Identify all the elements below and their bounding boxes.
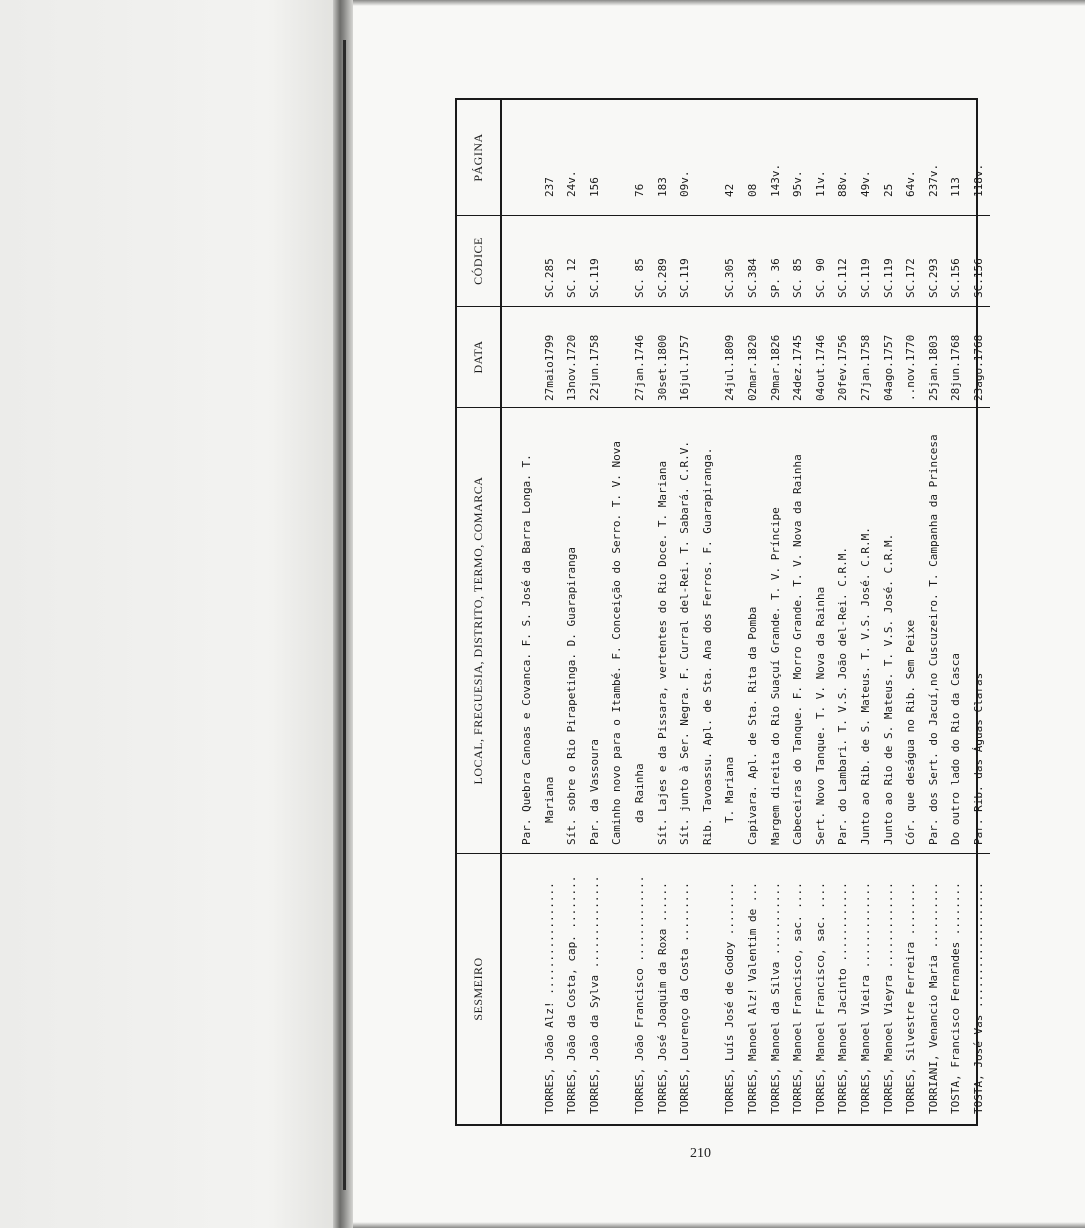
cell-sesmeiro: TORRES, Manoel Alz! Valentim de ... — [745, 882, 759, 1114]
cell-pagina: 118v. — [971, 163, 985, 197]
blank-line — [516, 100, 539, 215]
blank-line — [697, 854, 720, 1124]
cell-pagina: 49v. — [858, 170, 872, 197]
blank-line — [606, 307, 629, 407]
column-local — [501, 408, 990, 854]
cell-codice: SC.384 — [745, 258, 759, 298]
cell-local: Rib. Tavoassu. Apl. de Sta. Ana dos Ferros. F. Guarapiranga. — [700, 447, 714, 845]
cell-codice: SC. 85 — [791, 258, 805, 298]
spine-shadow-line — [343, 40, 346, 1190]
cell-local: Sert. Novo Tanque. T. V. Nova da Rainha — [813, 586, 827, 845]
cell-local: Sít. Lajes e da Pissara, vertentes do Rio Doce. T. Mariana — [655, 460, 669, 845]
cell-sesmeiro: TORRES, Manoel Vieira ............. — [858, 882, 872, 1114]
cell-pagina: 11v. — [813, 170, 827, 197]
cell-pagina: 88v. — [836, 170, 850, 197]
cell-data: 24dez.1745 — [791, 334, 805, 401]
cell-codice: SC.156 — [949, 258, 963, 298]
blank-line — [606, 100, 629, 215]
cell-data: 02mar.1820 — [745, 334, 759, 401]
cell-sesmeiro: TORRES, Lourenço da Costa ......... — [678, 882, 692, 1114]
cell-data: 24jul.1809 — [723, 334, 737, 401]
cell-pagina: 143v. — [768, 163, 782, 197]
cell-codice: SC.289 — [655, 258, 669, 298]
cell-local: Par. dos Sert. do Jacuí,no Cuscuzeiro. T. Campanha da Princesa — [926, 434, 940, 845]
cell-codice: SC.119 — [587, 258, 601, 298]
cell-data: 20fev.1756 — [836, 334, 850, 401]
blank-line — [516, 216, 539, 306]
cell-sesmeiro: TOSTA, José Vas ................... — [971, 882, 985, 1114]
cell-codice: SC.112 — [836, 258, 850, 298]
cell-local: Mariana — [542, 776, 556, 823]
cell-data: 27jan.1746 — [632, 334, 646, 401]
cell-codice: SC.293 — [926, 258, 940, 298]
cell-codice: SC.119 — [678, 258, 692, 298]
blank-line — [516, 854, 539, 1124]
cell-local: Par. Quebra Canoas e Covanca. F. S. José da Barra Longa. T. — [520, 454, 533, 845]
column-pagina — [501, 100, 990, 216]
cell-local: Cór. que deságua no Rib. Sem Peixe — [904, 619, 918, 845]
cell-data: 22jun.1758 — [587, 334, 601, 401]
page-number: 210 — [690, 1146, 711, 1161]
cell-data: 16jul.1757 — [678, 334, 692, 401]
cell-codice: SC.119 — [881, 258, 895, 298]
cell-codice: SP. 36 — [768, 258, 782, 298]
cell-sesmeiro: TOSTA, Francisco Fernandes ........ — [949, 882, 963, 1114]
blank-line — [697, 100, 720, 215]
header-local: LOCAL, FREGUESIA, DISTRITO, TERMO, COMARCA — [457, 408, 501, 854]
cell-pagina: 24v. — [565, 170, 579, 197]
cell-local: Sít. junto à Ser. Negra. F. Curral del-Rei. T. Sabará. C.R.V. — [678, 441, 692, 845]
cell-data: 27maio1799 — [542, 334, 556, 401]
blank-line — [606, 854, 629, 1124]
cell-sesmeiro: TORRES, Manoel da Silva ........... — [768, 882, 782, 1114]
cell-data: 13nov.1720 — [565, 334, 579, 401]
cell-codice: SC.172 — [904, 258, 918, 298]
cell-sesmeiro: TORRES, João Alz! ................. — [542, 882, 556, 1114]
table-header-row — [457, 100, 501, 1124]
cell-pagina: 237 — [542, 177, 556, 197]
cell-pagina: 08 — [745, 183, 759, 197]
blank-line — [606, 216, 629, 306]
column-codice — [501, 216, 990, 307]
cell-codice: SC. 12 — [565, 258, 579, 298]
cell-codice: SC.305 — [723, 258, 737, 298]
cell-pagina: 113 — [949, 177, 963, 197]
cell-codice: SC. 85 — [632, 258, 646, 298]
cell-local: T. Mariana — [723, 756, 737, 823]
cell-codice: SC. 90 — [813, 258, 827, 298]
page-top-edge — [353, 0, 1085, 6]
cell-sesmeiro: TORRES, Manoel Francisco, sac. .... — [813, 882, 827, 1114]
blank-line — [516, 307, 539, 407]
cell-data: 29mar.1826 — [768, 334, 782, 401]
cell-sesmeiro: TORRES, José Joaquim da Roxa ...... — [655, 882, 669, 1114]
cell-local: Do outro lado do Rio da Casca — [949, 652, 963, 845]
cell-local: Sít. sobre o Rio Pirapetinga. D. Guarapiranga — [565, 546, 579, 845]
cell-pagina: 76 — [632, 183, 646, 197]
cell-local: Capivara. Apl. de Sta. Rita da Pomba — [745, 606, 759, 845]
cell-data: 04ago.1757 — [881, 334, 895, 401]
cell-sesmeiro: TORRES, Manoel Vieyra ............. — [881, 882, 895, 1114]
column-sesmeiro — [501, 854, 990, 1125]
cell-pagina: 42 — [723, 183, 737, 197]
cell-local: Junto ao Rio de S. Mateus. T. V.S. José. C.R.M. — [881, 533, 895, 845]
cell-data: 04out.1746 — [813, 334, 827, 401]
header-codice: CÓDICE — [457, 216, 501, 307]
blank-line — [697, 216, 720, 306]
cell-pagina: 25 — [881, 183, 895, 197]
sesmarias-table — [455, 98, 985, 1126]
cell-codice: SC.156 — [971, 258, 985, 298]
cell-pagina: 64v. — [904, 170, 918, 197]
cell-sesmeiro: TORRES, João Francisco ............. — [632, 875, 646, 1114]
table-body-row — [501, 100, 990, 1124]
cell-codice: SC.119 — [858, 258, 872, 298]
cell-pagina: 237v. — [926, 163, 940, 197]
cell-local: Margem direita do Rio Suaçuí Grande. T. V. Príncipe — [768, 507, 782, 845]
cell-sesmeiro: TORRES, João da Costa, cap. ........ — [565, 875, 579, 1114]
cell-local: da Rainha — [632, 763, 646, 823]
cell-sesmeiro: TORRES, Luís José de Godoy ........ — [723, 882, 737, 1114]
cell-pagina: 09v. — [678, 170, 692, 197]
cell-local: Cabeceiras do Tanque. F. Morro Grande. T. V. Nova da Rainha — [791, 454, 805, 845]
cell-local: Caminho novo para o Itambé. F. Conceição do Serro. T. V. Nova — [610, 441, 624, 845]
cell-pagina: 183 — [655, 177, 669, 197]
cell-data: 23ago.1768 — [971, 334, 985, 401]
cell-data: ..nov.1770 — [904, 334, 918, 401]
cell-data: 25jan.1803 — [926, 334, 940, 401]
header-data: DATA — [457, 307, 501, 408]
cell-sesmeiro: TORRES, Manoel Francisco, sac. .... — [791, 882, 805, 1114]
column-data — [501, 307, 990, 408]
header-pagina: PÁGINA — [457, 100, 501, 216]
cell-local: Par. do Lambari. T. V.S. João del-Rei. C.R.M. — [836, 546, 850, 845]
cell-sesmeiro: TORRES, Silvestre Ferreira ........ — [904, 882, 918, 1114]
cell-local: Par. Rib. das Águas Claras — [971, 672, 985, 845]
cell-data: 30set.1800 — [655, 334, 669, 401]
cell-local: Junto ao Rib. de S. Mateus. T. V.S. José. C.R.M. — [858, 527, 872, 845]
cell-codice: SC.285 — [542, 258, 556, 298]
header-sesmeiro: SESMEIRO — [457, 854, 501, 1125]
cell-sesmeiro: TORRES, João da Sylva .............. — [587, 875, 601, 1114]
cell-data: 27jan.1758 — [858, 334, 872, 401]
cell-pagina: 95v. — [791, 170, 805, 197]
cell-sesmeiro: TORRIANI, Venancio Maria .......... — [926, 882, 940, 1114]
cell-data: 28jun.1768 — [949, 334, 963, 401]
blank-line — [697, 307, 720, 407]
cell-pagina: 156 — [587, 177, 601, 197]
page-bottom-edge — [353, 1222, 1085, 1228]
cell-local: Par. da Vassoura — [587, 739, 601, 845]
cell-sesmeiro: TORRES, Manoel Jacinto ............ — [836, 882, 850, 1114]
left-page-blank — [0, 0, 335, 1228]
